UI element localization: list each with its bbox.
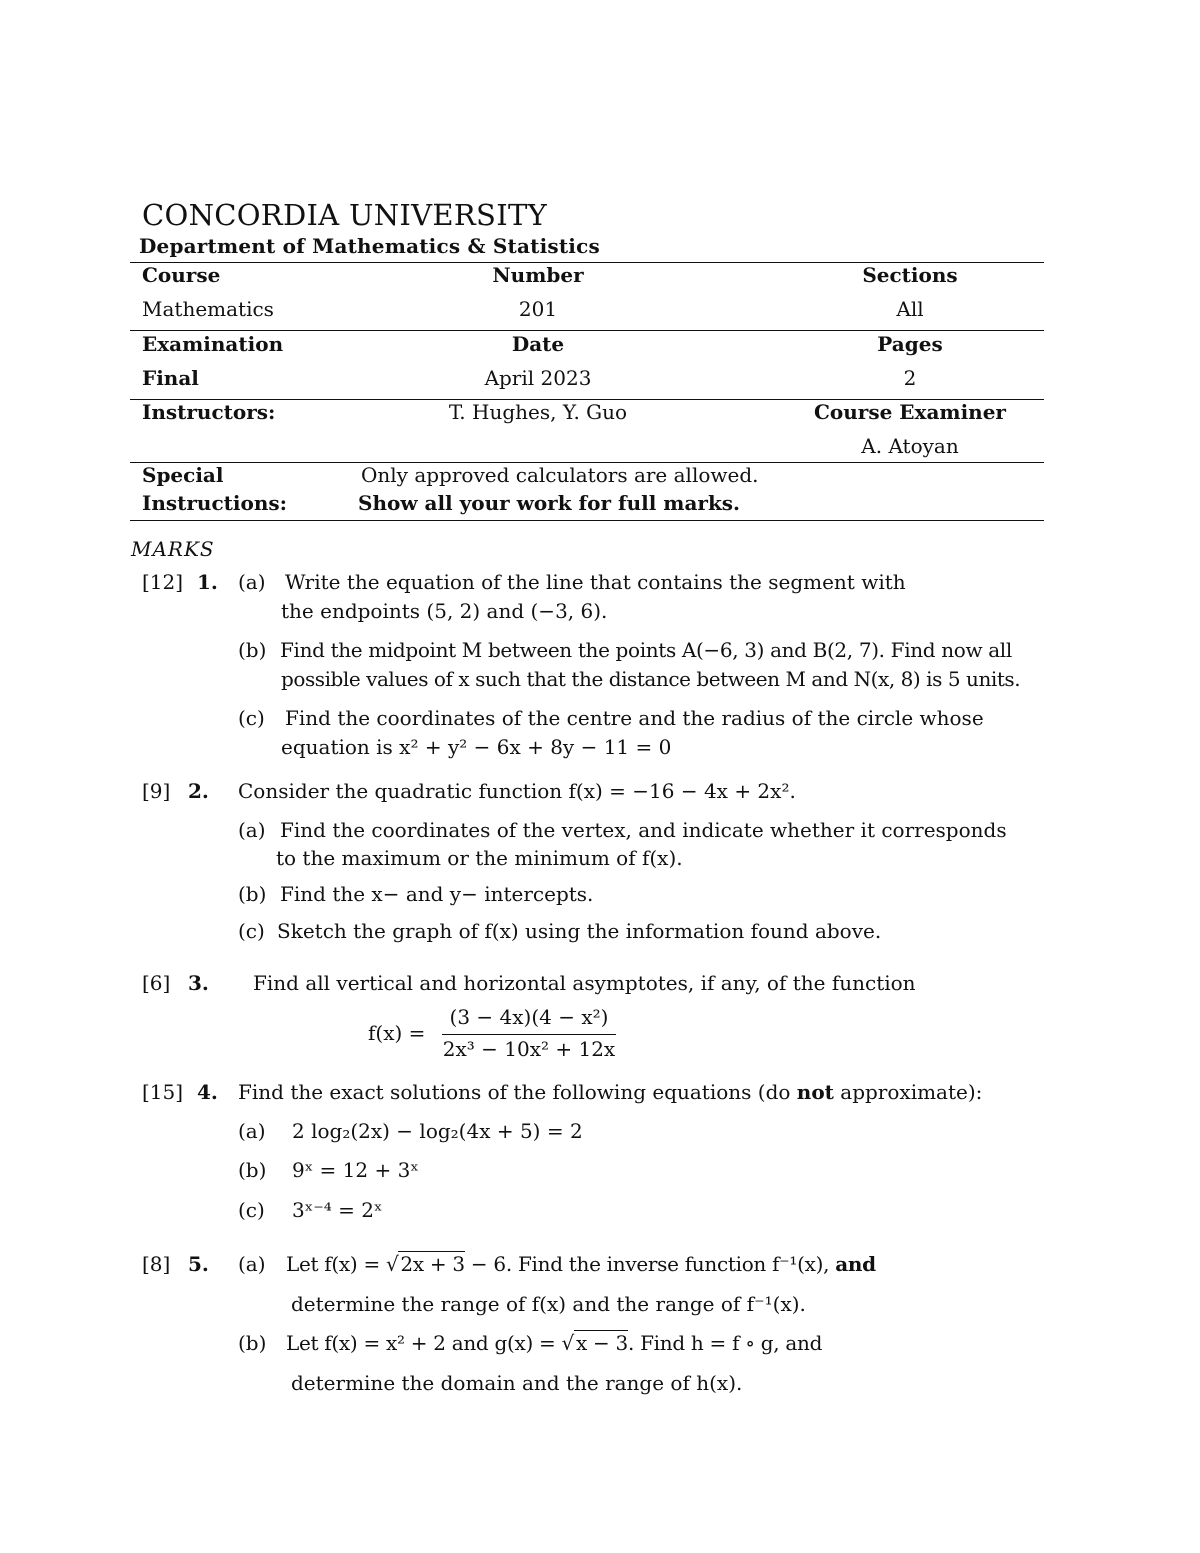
q5a-line1 (286, 1252, 876, 1276)
label-course-examiner: Course Examiner (814, 400, 1006, 424)
q2c-line1: Sketch the graph of f(x) using the information found above. (277, 919, 882, 943)
q1-number: 1. (197, 570, 218, 594)
q5a-label: (a) (238, 1252, 266, 1276)
q2a-label: (a) (238, 818, 266, 842)
q4-intro (238, 1080, 982, 1104)
value-sections: All (896, 297, 924, 321)
q4-intro-bold: not (796, 1080, 834, 1104)
label-instructors: Instructors: (142, 400, 276, 424)
q1b-label: (b) (238, 638, 267, 662)
q1c-line1: Find the coordinates of the centre and the radius of the circle whose (285, 706, 984, 730)
label-instructions: Instructions: (142, 491, 288, 515)
department-title: Department of Mathematics & Statistics (139, 234, 600, 258)
label-number: Number (492, 263, 584, 287)
q5a-pre: Let f(x) = √ (286, 1252, 399, 1276)
q1b-line2: possible values of x such that the distance between M and N(x, 8) is 5 units. (281, 667, 1021, 691)
q5-marks: [8] (142, 1252, 171, 1276)
q5b-radicand: x − 3 (576, 1331, 628, 1355)
special-line-1: Only approved calculators are allowed. (361, 463, 759, 487)
q4-intro-part2: approximate): (833, 1080, 983, 1104)
label-sections: Sections (862, 263, 958, 287)
label-special: Special (142, 463, 224, 487)
q3-marks: [6] (142, 971, 171, 995)
q5b-pre: Let f(x) = x² + 2 and g(x) = √ (286, 1331, 574, 1355)
q1a-line1: Write the equation of the line that contains the segment with (285, 570, 906, 594)
label-pages: Pages (877, 332, 943, 356)
q1b-line1: Find the midpoint M between the points A(−6, 3) and B(2, 7). Find now all (280, 638, 1012, 662)
q5b-post: . Find h = f ∘ g, and (627, 1331, 823, 1355)
label-date: Date (511, 332, 565, 356)
value-pages: 2 (903, 366, 917, 390)
q5b-label: (b) (238, 1331, 267, 1355)
q4-marks: [15] (142, 1080, 184, 1104)
q5a-radicand: 2x + 3 (400, 1252, 465, 1276)
value-course-examiner: A. Atoyan (861, 434, 959, 458)
q4b-equation: 9ˣ = 12 + 3ˣ (292, 1158, 419, 1182)
q4b-label: (b) (238, 1158, 267, 1182)
marks-heading: MARKS (131, 537, 215, 561)
q5-number: 5. (188, 1252, 209, 1276)
q5b-line2: determine the domain and the range of h(x). (291, 1371, 743, 1395)
q4-number: 4. (197, 1080, 218, 1104)
q2a-line2: to the maximum or the minimum of f(x). (276, 846, 683, 870)
q1a-line2: the endpoints (5, 2) and (−3, 6). (281, 599, 608, 623)
label-course: Course (142, 263, 221, 287)
label-examination: Examination (142, 332, 284, 356)
q2-intro: Consider the quadratic function f(x) = −16 − 4x + 2x². (238, 779, 796, 803)
q5a-post: − 6. Find the inverse function f⁻¹(x), (464, 1252, 836, 1276)
value-date: April 2023 (484, 366, 592, 390)
rule-2 (130, 330, 1044, 331)
q4a-label: (a) (238, 1119, 266, 1143)
q5a-line2: determine the range of f(x) and the range of f⁻¹(x). (291, 1292, 806, 1316)
q5b-line1 (286, 1331, 822, 1355)
value-course: Mathematics (142, 297, 274, 321)
q1c-label: (c) (238, 706, 265, 730)
q2b-label: (b) (238, 882, 267, 906)
q3-intro: Find all vertical and horizontal asymptotes, if any, of the function (253, 971, 916, 995)
q1a-label: (a) (238, 570, 266, 594)
q1c-line2: equation is x² + y² − 6x + 8y − 11 = 0 (281, 735, 672, 759)
special-line-2: Show all your work for full marks. (358, 491, 741, 515)
rule-bottom (130, 520, 1044, 521)
q4c-label: (c) (238, 1198, 265, 1222)
q3-denominator: 2x³ − 10x² + 12x (442, 1037, 616, 1061)
q2c-label: (c) (238, 919, 265, 943)
q3-number: 3. (188, 971, 209, 995)
value-instructors: T. Hughes, Y. Guo (448, 400, 628, 424)
q2-number: 2. (188, 779, 209, 803)
q4c-equation: 3ˣ⁻⁴ = 2ˣ (292, 1198, 383, 1222)
q2a-line1: Find the coordinates of the vertex, and indicate whether it corresponds (280, 818, 1007, 842)
q3-lhs: f(x) = (368, 1021, 426, 1045)
value-examination: Final (142, 366, 199, 390)
q3-numerator: (3 − 4x)(4 − x²) (449, 1005, 609, 1029)
q2-marks: [9] (142, 779, 171, 803)
value-number: 201 (518, 297, 558, 321)
q2b-line1: Find the x− and y− intercepts. (280, 882, 594, 906)
q3-fraction-bar (442, 1034, 616, 1035)
university-title: CONCORDIA UNIVERSITY (142, 198, 548, 232)
q5a-and: and (835, 1252, 876, 1276)
q4-intro-part1: Find the exact solutions of the following equations (do (238, 1080, 797, 1104)
q1-marks: [12] (142, 570, 184, 594)
q4a-equation: 2 log₂(2x) − log₂(4x + 5) = 2 (292, 1119, 583, 1143)
